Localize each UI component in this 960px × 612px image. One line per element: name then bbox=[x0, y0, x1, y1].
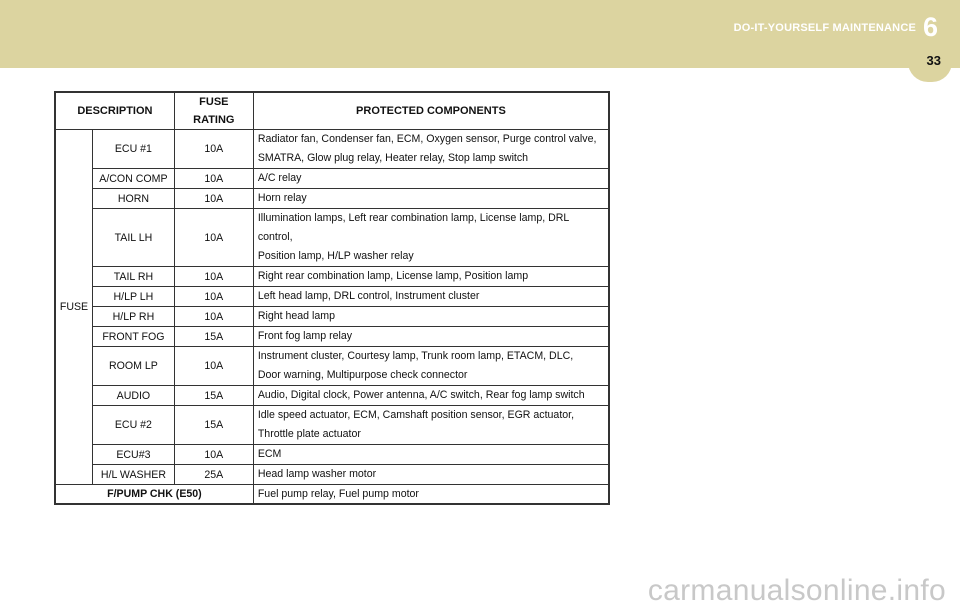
column-header-description: DESCRIPTION bbox=[55, 92, 174, 130]
component-line: Illumination lamps, Left rear combination lamp, License lamp, DRL control, bbox=[257, 212, 569, 243]
table-row bbox=[55, 445, 609, 465]
table-row bbox=[55, 327, 609, 347]
fuse-name: A/CON COMP bbox=[93, 169, 175, 189]
chapter-number: 6 bbox=[922, 12, 938, 42]
column-header-protected-components: PROTECTED COMPONENTS bbox=[253, 92, 609, 130]
component-line: SMATRA, Glow plug relay, Heater relay, Stop lamp switch bbox=[257, 152, 529, 164]
fuse-rating: 10A bbox=[174, 287, 253, 307]
component-line: Front fog lamp relay bbox=[257, 330, 353, 342]
table-row bbox=[55, 386, 609, 406]
watermark: carmanualsonline.info bbox=[647, 574, 946, 607]
fuse-name: ECU#3 bbox=[93, 445, 175, 465]
table-row bbox=[55, 209, 609, 267]
component-line: Right head lamp bbox=[257, 310, 335, 322]
component-line: Radiator fan, Condenser fan, ECM, Oxygen sensor, Purge control valve, bbox=[257, 133, 597, 145]
protected-components bbox=[253, 169, 609, 189]
fuse-name: TAIL LH bbox=[93, 209, 175, 267]
protected-components bbox=[253, 347, 609, 386]
fuse-rating: 10A bbox=[174, 307, 253, 327]
protected-components bbox=[253, 386, 609, 406]
protected-components bbox=[253, 445, 609, 465]
fuse-name: TAIL RH bbox=[93, 267, 175, 287]
header-band bbox=[0, 0, 960, 68]
table-header-row bbox=[55, 92, 609, 130]
component-line: A/C relay bbox=[257, 172, 302, 184]
fuse-rating: 10A bbox=[174, 267, 253, 287]
table-row bbox=[55, 189, 609, 209]
fuse-rating: 10A bbox=[174, 130, 253, 169]
fuse-name: FRONT FOG bbox=[93, 327, 175, 347]
protected-components bbox=[253, 130, 609, 169]
fuse-name: HORN bbox=[93, 189, 175, 209]
protected-components bbox=[253, 267, 609, 287]
table-row bbox=[55, 347, 609, 386]
component-line: Right rear combination lamp, License lamp, Position lamp bbox=[257, 270, 529, 282]
fuel-pump-components: Fuel pump relay, Fuel pump motor bbox=[253, 485, 609, 505]
fuse-rating: 15A bbox=[174, 386, 253, 406]
fuse-rating: 10A bbox=[174, 445, 253, 465]
protected-components bbox=[253, 307, 609, 327]
protected-components bbox=[253, 406, 609, 445]
fuse-table bbox=[54, 91, 610, 505]
table-row bbox=[55, 130, 609, 169]
fuse-rating: 25A bbox=[174, 465, 253, 485]
fuse-rating: 10A bbox=[174, 209, 253, 267]
table-row bbox=[55, 465, 609, 485]
fuse-name: ROOM LP bbox=[93, 347, 175, 386]
protected-components bbox=[253, 189, 609, 209]
protected-components bbox=[253, 465, 609, 485]
component-line: Idle speed actuator, ECM, Camshaft position sensor, EGR actuator, bbox=[257, 409, 575, 421]
fuse-rating: 10A bbox=[174, 169, 253, 189]
component-line: Left head lamp, DRL control, Instrument cluster bbox=[257, 290, 480, 302]
protected-components bbox=[253, 209, 609, 267]
fuse-name: ECU #1 bbox=[93, 130, 175, 169]
fuse-name: ECU #2 bbox=[93, 406, 175, 445]
component-line: Head lamp washer motor bbox=[257, 468, 377, 480]
table-row bbox=[55, 267, 609, 287]
fuse-name: H/L WASHER bbox=[93, 465, 175, 485]
component-line: Horn relay bbox=[257, 192, 307, 204]
fuse-group-label: FUSE bbox=[55, 130, 93, 485]
fuse-rating: 15A bbox=[174, 406, 253, 445]
fuse-table-body bbox=[55, 130, 609, 485]
table-row bbox=[55, 307, 609, 327]
protected-components bbox=[253, 327, 609, 347]
component-line: Instrument cluster, Courtesy lamp, Trunk room lamp, ETACM, DLC, bbox=[257, 350, 574, 362]
fuse-name: AUDIO bbox=[93, 386, 175, 406]
fuel-pump-description: F/PUMP CHK (E50) bbox=[55, 485, 253, 505]
page-number: 33 bbox=[926, 53, 941, 68]
table-row-fuel-pump bbox=[55, 485, 609, 505]
fuse-name: H/LP RH bbox=[93, 307, 175, 327]
fuse-rating: 10A bbox=[174, 189, 253, 209]
fuse-rating: 15A bbox=[174, 327, 253, 347]
component-line: ECM bbox=[257, 448, 282, 460]
protected-components bbox=[253, 287, 609, 307]
column-header-fuse-rating: FUSE RATING bbox=[174, 92, 253, 130]
fuse-name: H/LP LH bbox=[93, 287, 175, 307]
fuse-rating: 10A bbox=[174, 347, 253, 386]
component-line: Audio, Digital clock, Power antenna, A/C switch, Rear fog lamp switch bbox=[257, 389, 585, 401]
table-row bbox=[55, 406, 609, 445]
table-row bbox=[55, 169, 609, 189]
component-line: Door warning, Multipurpose check connector bbox=[257, 369, 468, 381]
table-row bbox=[55, 287, 609, 307]
chapter-title: DO-IT-YOURSELF MAINTENANCE bbox=[733, 22, 916, 34]
component-line: Position lamp, H/LP washer relay bbox=[257, 250, 414, 262]
component-line: Throttle plate actuator bbox=[257, 428, 361, 440]
